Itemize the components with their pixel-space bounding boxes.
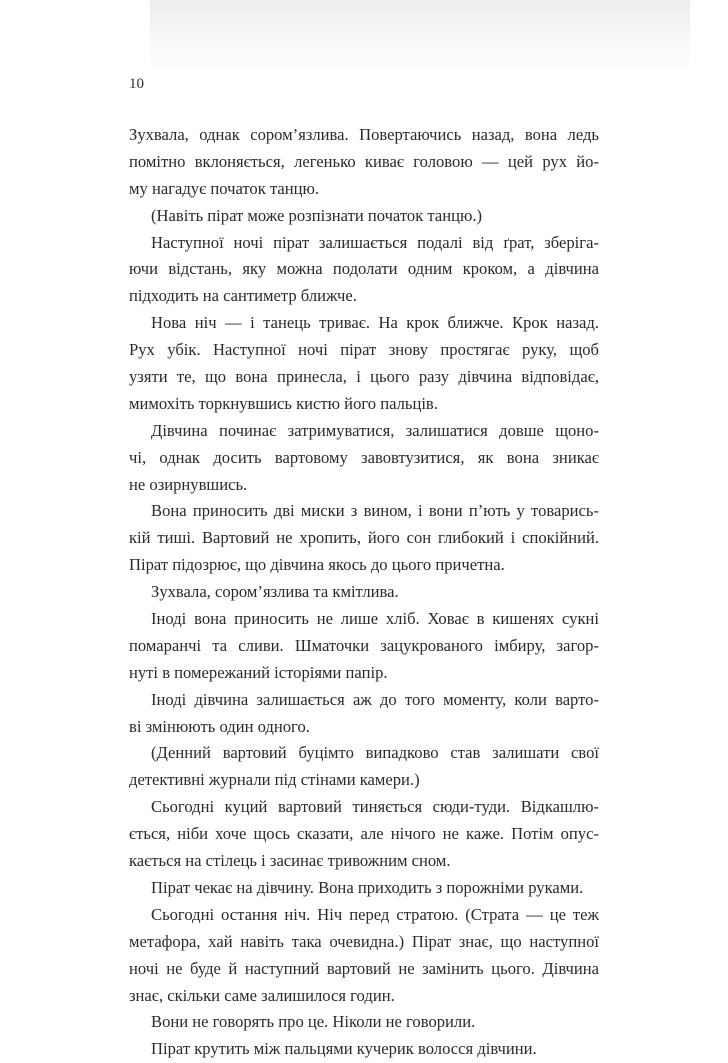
text-line: Пірат крутить між пальцями кучерик волосся дівчини.	[151, 1039, 537, 1059]
text-line: не озирнувшись.	[129, 474, 248, 494]
text-line: Нова ніч — і танець триває. На крок ближче. Крок назад.	[151, 313, 599, 333]
text-line: ві змінюють один одного.	[129, 716, 310, 736]
text-line: ночі не буде й наступний вартовий не замінить цього. Дівчина	[129, 958, 599, 978]
text-line: (Денний вартовий буцімто випадково став залишати свої	[151, 743, 599, 763]
text-line: кій тиші. Вартовий не хропить, його сон глибокий і спокійний.	[129, 528, 599, 548]
text-line: Рух убік. Наступної ночі пірат знову простягає руку, щоб	[129, 340, 599, 360]
text-line: Вона приносить дві миски з вином, і вони п’ють у товарись-	[151, 501, 599, 521]
text-line: ючи відстань, яку можна подолати одним кроком, а дівчина	[129, 259, 599, 279]
text-line: Сьогодні куций вартовий тиняється сюди-туди. Відкашлю-	[151, 797, 599, 817]
text-line: помаранчі та сливи. Шматочки зацукрованого імбиру, загор-	[129, 635, 599, 655]
text-line: підходить на сантиметр ближче.	[129, 286, 357, 306]
text-line: Зухвала, сором’язлива та кмітлива.	[151, 582, 399, 602]
text-line: узяти те, що вона принесла, і цього разу дівчина відповідає,	[129, 367, 599, 387]
text-line: Пірат чекає на дівчину. Вона приходить з порожніми руками.	[151, 877, 584, 897]
text-line: Вони не говорять про це. Ніколи не говорили.	[151, 1012, 476, 1032]
text-line: му нагадує початок танцю.	[129, 178, 320, 198]
page-number: 10	[129, 76, 144, 92]
text-line: Пірат підозрює, що дівчина якось до цього причетна.	[129, 555, 505, 575]
text-line: знає, скільки саме залишилося годин.	[129, 985, 395, 1005]
text-line: кається на стілець і засинає тривожним сном.	[129, 851, 451, 871]
body-text	[129, 122, 599, 1063]
text-line: (Навіть пірат може розпізнати початок танцю.)	[151, 205, 483, 225]
text-line: Іноді дівчина залишається аж до того моменту, коли варто-	[151, 689, 599, 709]
text-line: Іноді вона приносить не лише хліб. Ховає в кишенях сукні	[151, 609, 599, 629]
text-line: детективні журнали під стінами камери.)	[129, 770, 420, 790]
show-through-text-shadow	[150, 0, 690, 70]
text-line: чі, однак досить вартовому завовтузитися, як вона зникає	[129, 447, 599, 467]
text-line: Зухвала, однак сором’язлива. Повертаючись назад, вона ледь	[129, 125, 599, 144]
text-line: ється, ніби хоче щось сказати, але нічого не каже. Потім опус-	[129, 824, 599, 844]
text-line: метафора, хай навіть така очевидна.) Пірат знає, що наступної	[129, 931, 599, 951]
text-line: мимохіть торкнувшись кистю його пальців.	[129, 393, 438, 413]
text-line: нуті в помережаний історіями папір.	[129, 662, 388, 682]
text-line: Наступної ночі пірат залишається подалі від ґрат, зберіга-	[151, 232, 599, 252]
text-line: Сьогодні остання ніч. Ніч перед стратою. (Страта — це теж	[151, 904, 599, 924]
text-line: помітно вклоняється, легенько киває головою — цей рух йо-	[129, 151, 599, 171]
text-line: Дівчина починає затримуватися, залишатися довше щоно-	[151, 420, 599, 440]
